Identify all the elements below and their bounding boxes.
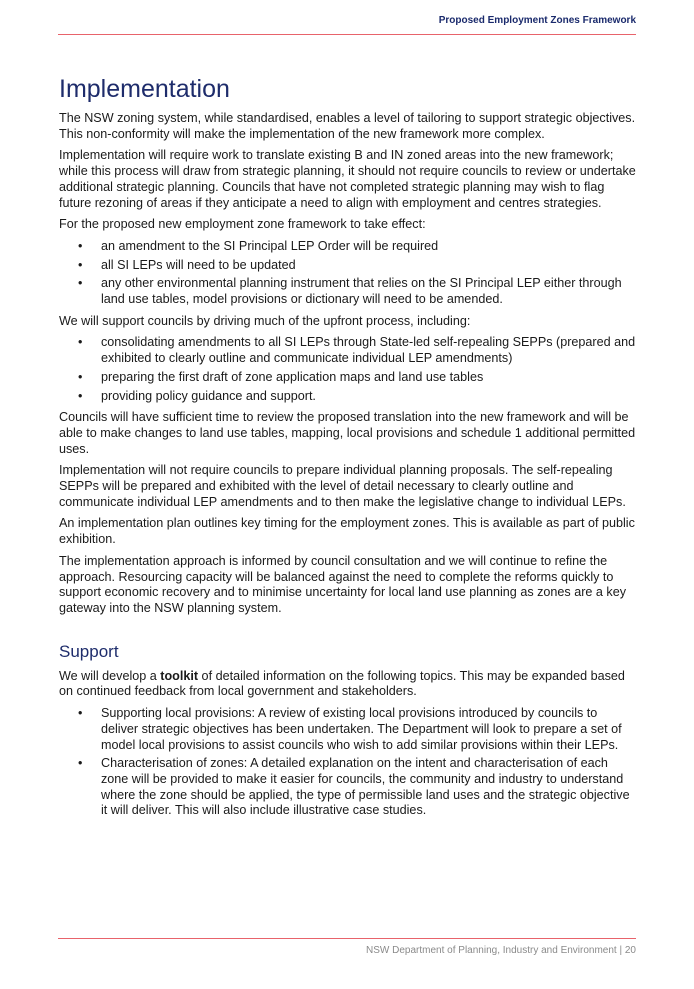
list-item: • preparing the first draft of zone application maps and land use tables <box>101 370 636 386</box>
support-intro-after: of detailed information on the following topics. This may be expanded based on continued feedback from local government and stakeholders. <box>59 668 625 699</box>
implementation-heading: Implementation <box>59 75 230 103</box>
paragraph: Implementation will not require councils to prepare individual planning proposals. The self-repealing SEPPs will be prepared and exhibited with the level of detail necessary to clearly outline and communicate individual LEP amendments and to then make the legislative change to individual LEPs. <box>59 463 626 509</box>
list-item: • Supporting local provisions: A review of existing local provisions introduced by councils to deliver strategic objectives has been undertaken. The Department will look to prepare a set of model local provisions to assist councils who wish to add similar provisions within their LEPs. <box>101 706 636 753</box>
support-intro-before: We will develop a <box>59 668 161 683</box>
list-item: • providing policy guidance and support. <box>101 389 636 405</box>
council-support-list <box>59 335 636 404</box>
running-header: Proposed Employment Zones Framework <box>438 15 636 26</box>
paragraph: For the proposed new employment zone framework to take effect: <box>59 217 426 232</box>
framework-effect-list <box>59 239 636 308</box>
toolkit-term: toolkit <box>160 668 199 683</box>
paragraph: An implementation plan outlines key timing for the employment zones. This is available as part of public exhibition. <box>59 516 635 547</box>
list-item: • all SI LEPs will need to be updated <box>101 258 636 274</box>
paragraph: The NSW zoning system, while standardised, enables a level of tailoring to support strategic objectives. This non-conformity will make the implementation of the new framework more complex. <box>59 111 636 141</box>
paragraph: Implementation will require work to translate existing B and IN zoned areas into the new framework; while this process will draw from strategic planning, it should not require councils to review or undertake additional strategic planning. Councils that have not completed strategic planning may wish to flag future rezoning of areas if they anticipate a need to align with employment and centres strategies. <box>59 148 636 210</box>
toolkit-topics-list <box>59 706 636 819</box>
list-item: • an amendment to the SI Principal LEP Order will be required <box>101 239 636 255</box>
header-divider <box>58 34 636 35</box>
paragraph: Councils will have sufficient time to review the proposed translation into the new framework and will be able to make changes to land use tables, mapping, local provisions and schedule 1 additional permitted uses. <box>59 410 636 456</box>
list-item: • any other environmental planning instrument that relies on the SI Principal LEP either through land use tables, model provisions or dictionary will need to be amended. <box>101 276 636 307</box>
footer-divider <box>58 938 636 939</box>
support-heading: Support <box>59 641 119 661</box>
list-item: • consolidating amendments to all SI LEPs through State-led self-repealing SEPPs (prepared and exhibited to clearly outline and communicate individual LEP amendments) <box>101 335 636 366</box>
page-content <box>59 73 636 825</box>
support-intro <box>59 669 636 700</box>
page-footer: NSW Department of Planning, Industry and Environment | 20 <box>366 945 636 956</box>
paragraph: We will support councils by driving much of the upfront process, including: <box>59 313 471 328</box>
list-item: • Characterisation of zones: A detailed explanation on the intent and characterisation of each zone will be provided to make it easier for councils, the community and industry to understand where the zone should be applied, the type of permissible land uses and the strategic objective it will deliver. This will also include illustrative case studies. <box>101 756 636 819</box>
paragraph: The implementation approach is informed by council consultation and we will continue to refine the approach. Resourcing capacity will be balanced against the need to complete the reforms quickly to support economic recovery and to minimise uncertainty for local land use planning as zones are a key gateway into the NSW planning system. <box>59 553 627 615</box>
